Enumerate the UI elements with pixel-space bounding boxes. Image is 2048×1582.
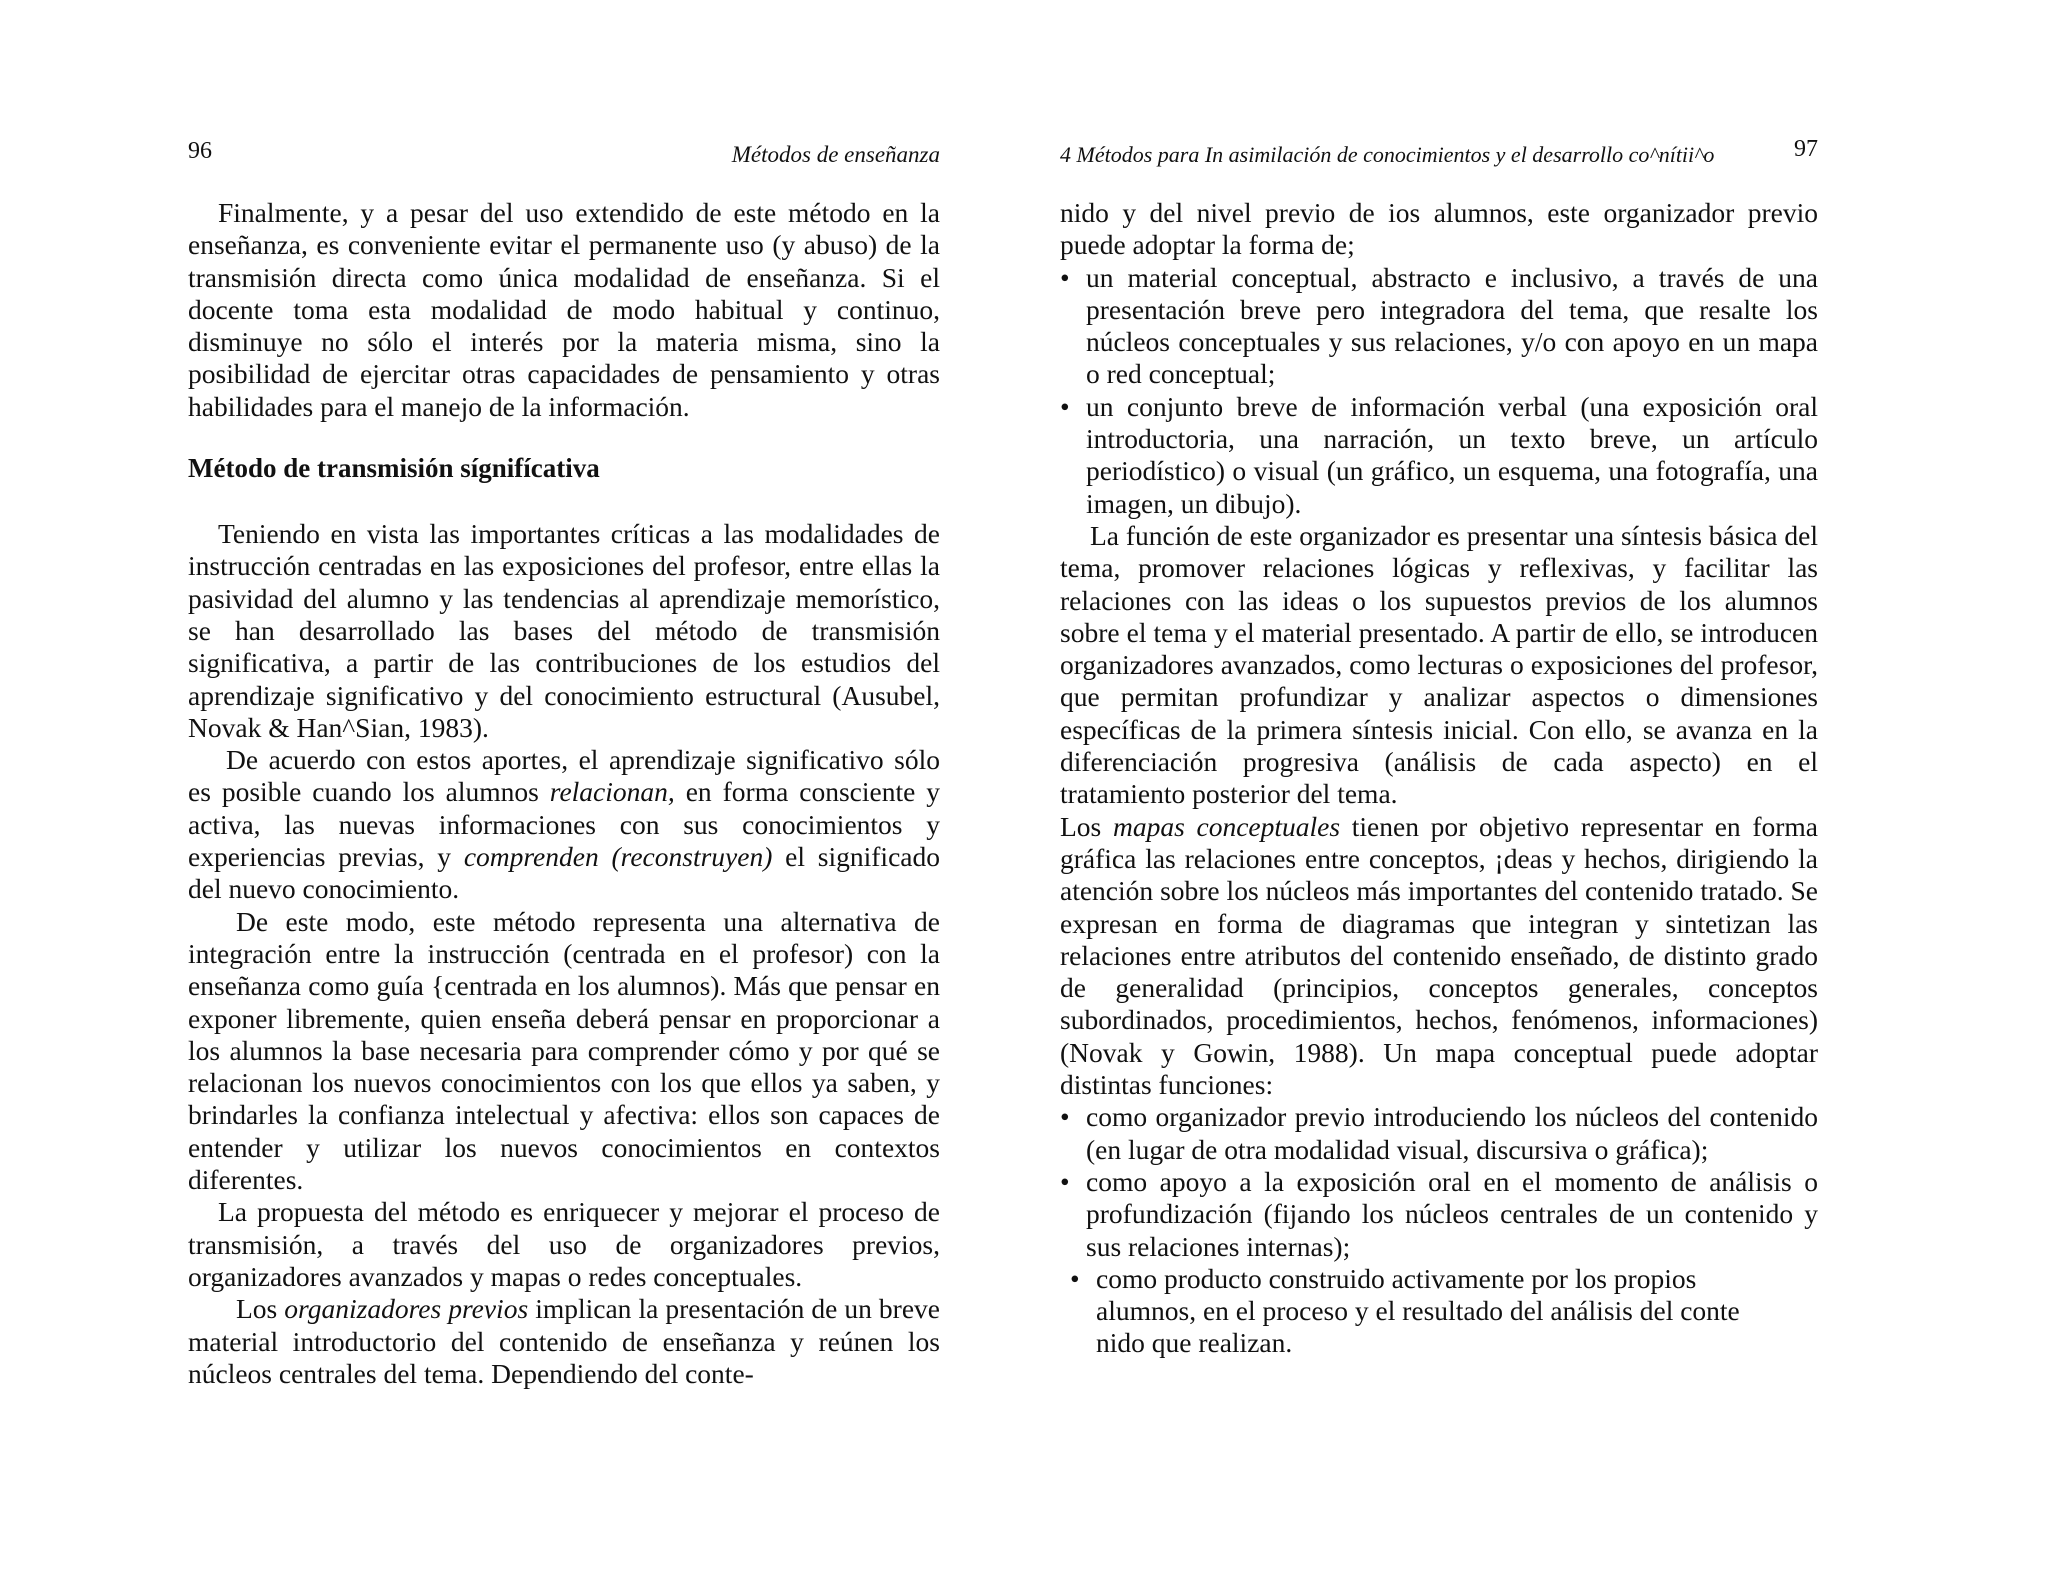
paragraph: Teniendo en vista las importantes críticas a las modalidades de instrucción centradas en las exposiciones del profesor, entre ellas la pasividad del alumno y las tendencias al aprendizaje memorístico, se han desarrollado las bases del método de transmisión significativa, a partir de las contribuciones de los estudios del aprendizaje significativo y del conocimiento estructural (Ausubel, Novak & Han^Sian, 1983). xyxy=(188,518,940,743)
right-page-number: 97 xyxy=(1794,136,1818,162)
list-item: • un material conceptual, abstracto e inclusivo, a través de una presentación breve pero integradora del tema, que resalte los núcleos conceptuales y sus relaciones, y/o con apoyo en un mapa o red conceptual; xyxy=(1060,261,1818,390)
left-page-body xyxy=(188,197,940,1390)
left-running-title: Métodos de enseñanza xyxy=(731,142,940,167)
emphasis: comprenden (reconstruyen) xyxy=(463,841,773,873)
right-running-head xyxy=(1060,138,1818,168)
bullet-icon: • xyxy=(1070,1262,1080,1294)
paragraph: Finalmente, y a pesar del uso extendido de este método en la enseñanza, es conveniente evitar el permanente uso (y abuso) de la transmisión directa como única modalidad de enseñanza. Si el docente toma esta modalidad de modo habitual y continuo, disminuye no sólo el interés por la materia misma, sino la posibilidad de ejercitar otras capacidades de pensamiento y otras habilidades para el manejo de la información. xyxy=(188,197,940,422)
paragraph: De este modo, este método representa una alternativa de integración entre la instrucción (centrada en el profesor) con la enseñanza como guía {centrada en los alumnos). Más que pensar en exponer libremente, quien enseña deberá pensar en proporcionar a los alumnos la base necesaria para comprender cómo y por qué se relacionan los nuevos conocimientos con los que ellos ya saben, y brindarles la confianza intelectual y afectiva: ellos son capaces de entender y utilizar los nuevos conocimientos en contextos diferentes. xyxy=(188,905,940,1196)
list-item: • como apoyo a la exposición oral en el momento de análisis o profundización (fijando los núcleos centrales de un contenido y sus relaciones internas); xyxy=(1060,1165,1818,1262)
paragraph: Los organizadores previos implican la presentación de un breve material introductorio del contenido de enseñanza y reúnen los núcleos centrales del tema. Dependiendo del conte- xyxy=(188,1293,940,1389)
emphasis: relacionan, xyxy=(549,776,675,808)
emphasis: mapas conceptuales xyxy=(1112,810,1341,842)
bullet-list xyxy=(1060,262,1818,520)
paragraph: Los mapas conceptuales tienen por objetivo representar en forma gráfica las relaciones entre conceptos, ¡deas y hechos, dirigiendo la atención sobre los núcleos más importantes del contenido tratado. Se expresan en forma de diagramas que integran y sintetizan las relaciones entre atributos del contenido enseñado, de distinto grado de generalidad (principios, conceptos generales, conceptos subordinados, procedimientos, hechos, fenómenos, informaciones) (Novak y Gowin, 1988). Un mapa conceptual puede adoptar distintas funciones: xyxy=(1060,810,1819,1101)
right-page-body xyxy=(1060,197,1818,1360)
emphasis: organizadores previos xyxy=(284,1293,529,1325)
bullet-icon: • xyxy=(1060,261,1070,293)
list-item: • como producto construido activamente por los propios alumnos, en el proceso y el resultado del análisis del conte nido que realizan. xyxy=(1070,1262,1740,1359)
list-item: • un conjunto breve de información verbal (una exposición oral introductoria, una narración, un texto breve, un artículo periodístico) o visual (un gráfico, un esquema, una fotografía, una imagen, un dibujo). xyxy=(1060,390,1818,519)
bullet-list xyxy=(1060,1263,1818,1360)
section-heading: Método de transmisión sígnifícativa xyxy=(188,453,600,484)
bullet-icon: • xyxy=(1060,1165,1070,1197)
bullet-icon: • xyxy=(1060,390,1070,422)
left-running-head xyxy=(188,138,940,168)
bullet-icon: • xyxy=(1060,1101,1070,1133)
paragraph: nido y del nivel previo de ios alumnos, este organizador previo puede adoptar la forma de; xyxy=(1060,197,1818,261)
list-item: • como organizador previo introduciendo los núcleos del contenido (en lugar de otra modalidad visual, discursiva o gráfica); xyxy=(1060,1101,1818,1165)
bullet-list xyxy=(1060,1101,1818,1262)
paragraph: La función de este organizador es presentar una síntesis básica del tema, promover relaciones lógicas y reflexivas, y facilitar las relaciones con las ideas o los supuestos previos de los alumnos sobre el tema y el material presentado. A partir de ello, se introducen organizadores avanzados, como lecturas o exposiciones del profesor, que permitan profundizar y analizar aspectos o dimensiones específicas de la primera síntesis inicial. Con ello, se avanza en la diferenciación progresiva (análisis de cada aspecto) en el tratamiento posterior del tema. xyxy=(1060,519,1818,810)
right-running-title: 4 Métodos para In asimilación de conocimientos y el desarrollo co^nítii^o xyxy=(1060,142,1715,167)
paragraph: La propuesta del método es enriquecer y mejorar el proceso de transmisión, a través del uso de organizadores previos, organizadores avanzados y mapas o redes conceptuales. xyxy=(188,1196,940,1292)
paragraph: De acuerdo con estos aportes, el aprendizaje significativo sólo es posible cuando los alumnos relacionan, en forma consciente y activa, las nuevas informaciones con sus conocimientos y experiencias previas, y comprenden (reconstruyen) el significado del nuevo conocimiento. xyxy=(188,744,940,905)
left-page-number: 96 xyxy=(188,138,212,164)
